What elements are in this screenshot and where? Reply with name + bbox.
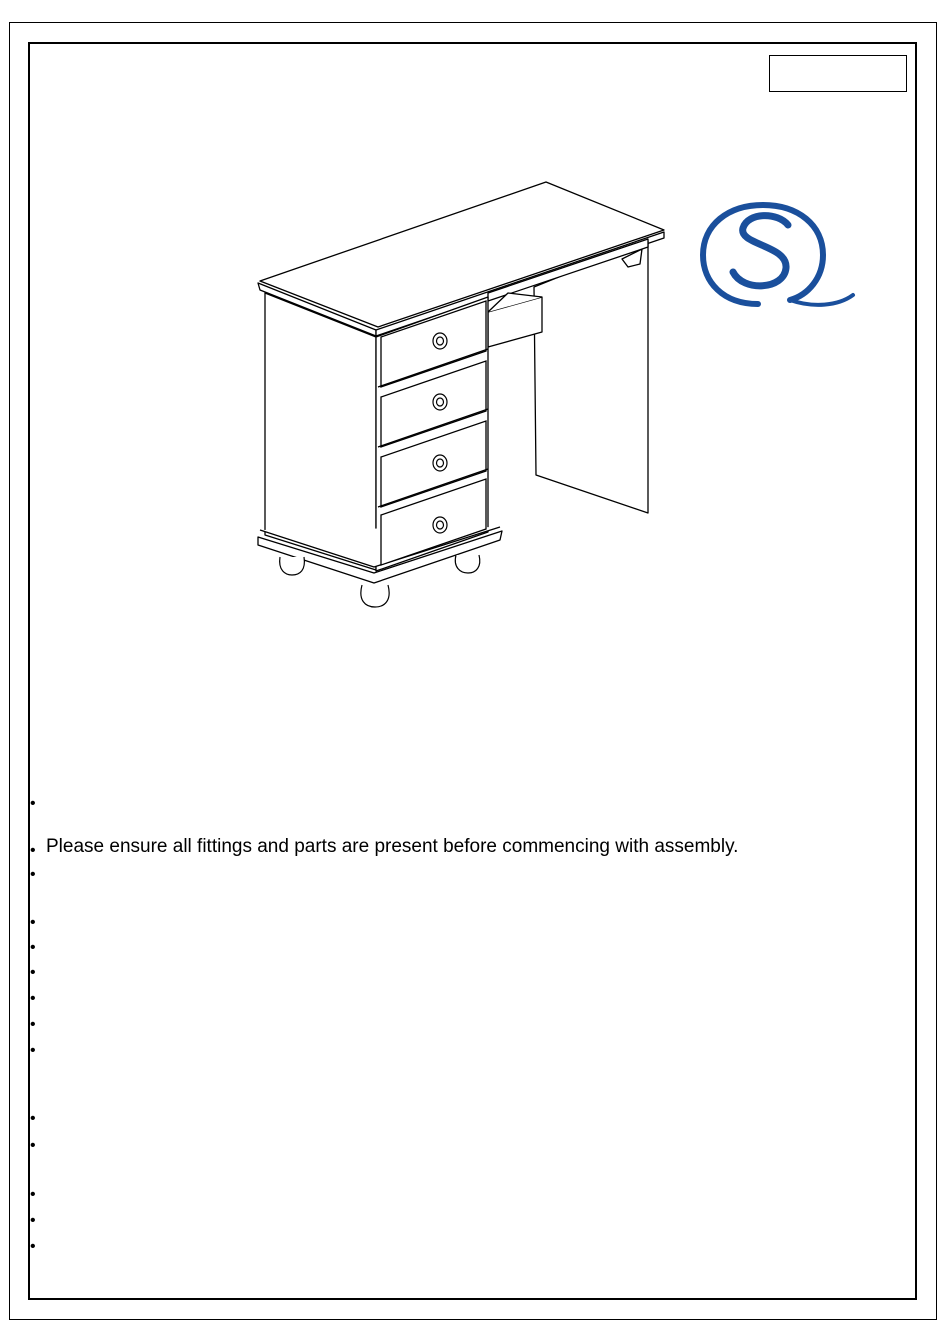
bullet-marker: •	[30, 964, 36, 981]
bullet-marker: •	[30, 1016, 36, 1033]
bullet-marker: •	[30, 795, 36, 812]
instruction-item: Please ensure all fittings and parts are present before commencing with assembly.	[46, 836, 739, 857]
dressing-table-illustration	[250, 175, 670, 615]
bullet-marker: •	[30, 842, 36, 859]
bullet-marker: •	[30, 1110, 36, 1127]
bullet-marker: •	[30, 1238, 36, 1255]
bullet-marker: •	[30, 1186, 36, 1203]
product-code-box	[769, 55, 907, 92]
bullet-marker: •	[30, 914, 36, 931]
bullet-marker: •	[30, 939, 36, 956]
bullet-marker: •	[30, 990, 36, 1007]
sq-monogram-icon	[698, 200, 858, 310]
bullet-marker: •	[30, 1212, 36, 1229]
bullet-marker: •	[30, 866, 36, 883]
bullet-marker: •	[30, 1137, 36, 1154]
bullet-marker: •	[30, 1042, 36, 1059]
